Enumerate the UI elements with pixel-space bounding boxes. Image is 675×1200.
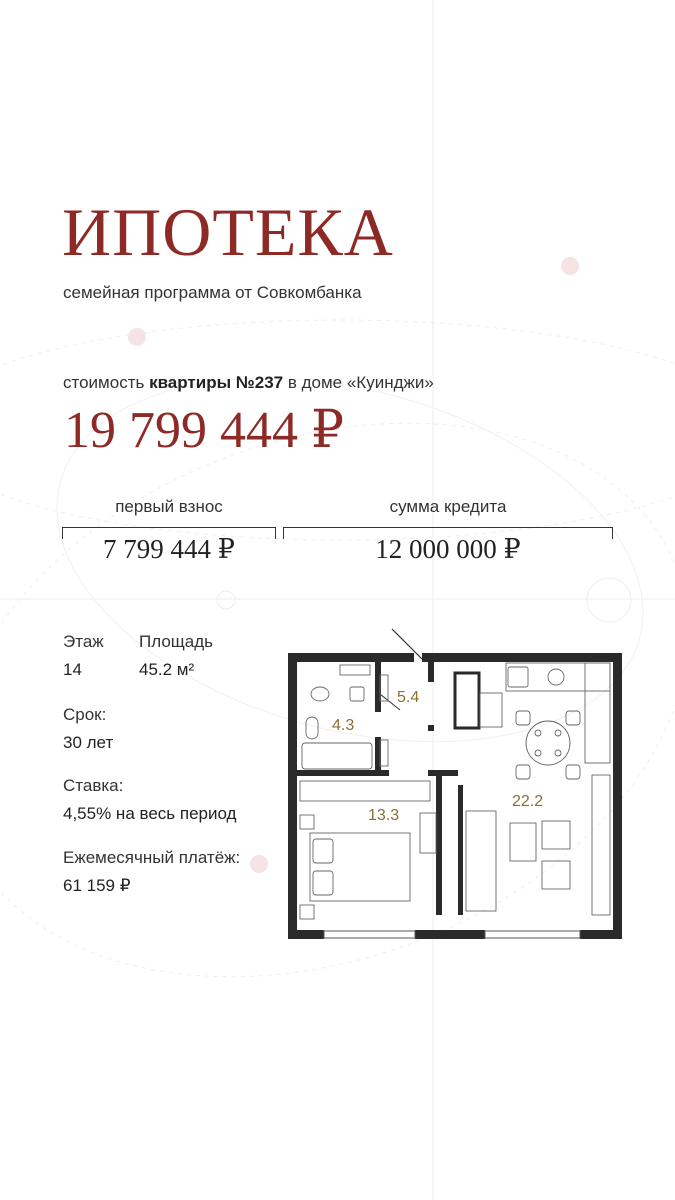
kitchen-furniture [466,663,610,915]
floor-label: Этаж [63,632,104,651]
apartment-cost-line [63,373,434,393]
credit-amount-label: сумма кредита [389,497,507,516]
floor-value: 14 [63,660,82,679]
page-title: ИПОТЕКА [62,194,394,270]
rate-value: 4,55% на весь период [63,804,237,823]
room-area-living: 22.2 [512,793,544,810]
apartment-number: квартиры №237 [149,373,284,392]
area-value: 45.2 м² [139,660,195,679]
apartment-price: 19 799 444 ₽ [64,402,345,459]
bedroom-furniture [300,781,436,919]
area-label: Площадь [139,632,214,651]
credit-amount-value: 12 000 000 ₽ [375,534,521,564]
monthly-payment-value: 61 159 ₽ [63,876,131,895]
program-subtitle: семейная программа от Совкомбанка [63,283,362,302]
term-label: Срок: [63,705,107,724]
cost-suffix: в доме «Куинджи» [283,373,434,392]
room-area-bathroom: 4.3 [332,717,355,734]
term-value: 30 лет [63,733,114,752]
floor-plan [280,615,625,945]
room-area-hallway: 5.4 [397,689,420,706]
cost-prefix: стоимость [63,373,150,392]
rate-label: Ставка: [63,776,124,795]
down-payment-value: 7 799 444 ₽ [103,534,235,564]
down-payment-label: первый взнос [115,497,223,516]
monthly-payment-label: Ежемесячный платёж: [63,848,241,867]
room-area-bedroom: 13.3 [368,807,400,824]
